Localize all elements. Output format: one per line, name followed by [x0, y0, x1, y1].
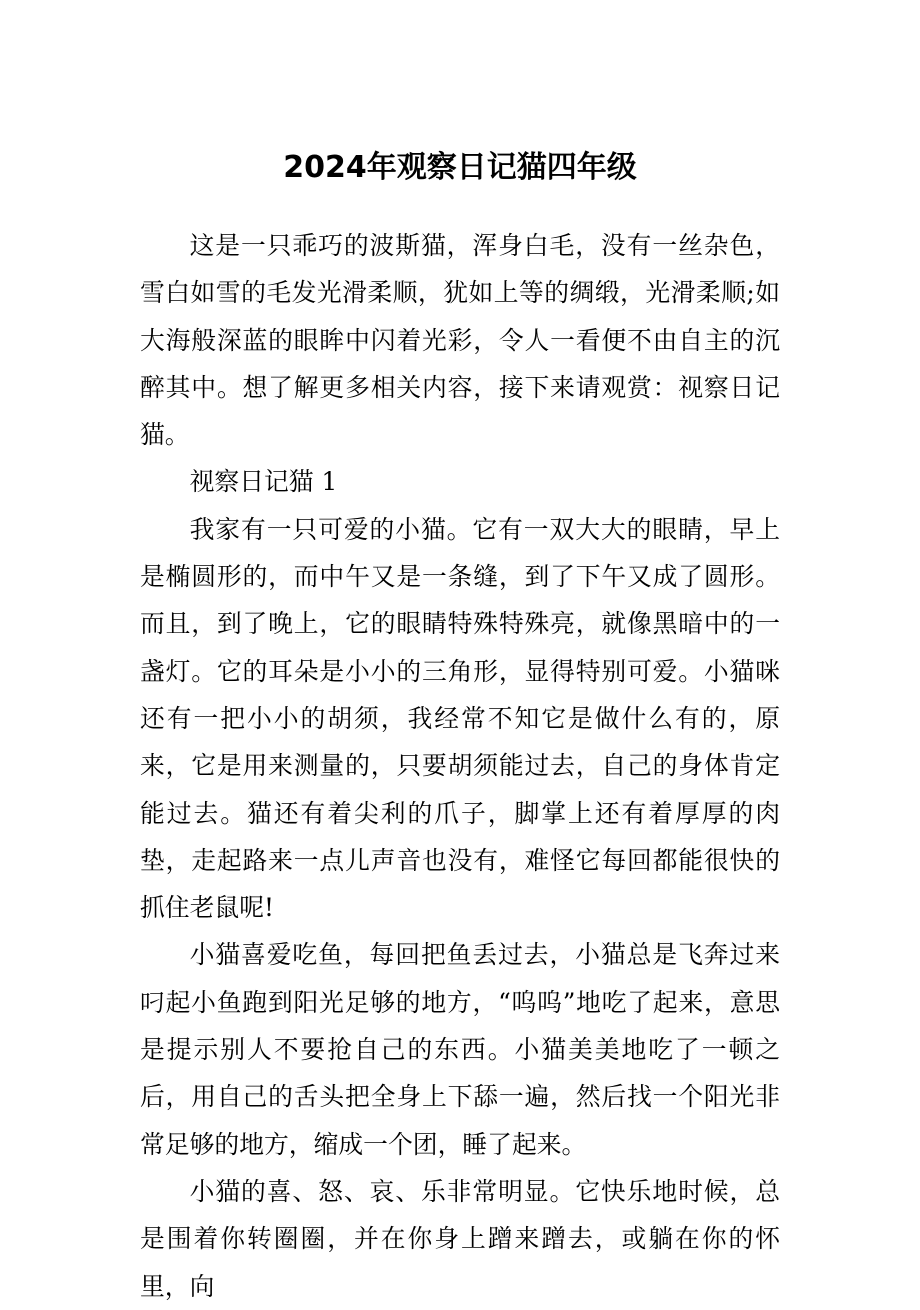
paragraph-cat-appearance: 我家有一只可爱的小猫。它有一双大大的眼睛，早上是椭圆形的，而中午又是一条缝，到了下午又成了圆形。而且，到了晚上，它的眼睛特殊特殊亮，就像黑暗中的一盏灯。它的耳朵是小小的三角形，显得特别可爱。小猫咪还有一把小小的胡须，我经常不知它是做什么有的，原来，它是用来测量的，只要胡须能过去，自己的身体肯定能过去。猫还有着尖利的爪子，脚掌上还有着厚厚的肉垫，走起路来一点儿声音也没有，难怪它每回都能很快的抓住老鼠呢! — [140, 514, 780, 923]
paragraph-cat-emotions: 小猫的喜、怒、哀、乐非常明显。它快乐地时候，总是围着你转圈圈，并在你身上蹭来蹭去，或躺在你的怀里，向 — [140, 1176, 780, 1301]
paragraph-intro: 这是一只乖巧的波斯猫，浑身白毛，没有一丝杂色，雪白如雪的毛发光滑柔顺，犹如上等的绸缎，光滑柔顺;如大海般深蓝的眼眸中闪着光彩，令人一看便不由自主的沉醉其中。想了解更多相关内容，接下来请观赏：视察日记猫。 — [140, 231, 780, 450]
page-title: 2024年观察日记猫四年级 — [283, 150, 637, 185]
paragraph-cat-eating: 小猫喜爱吃鱼，每回把鱼丢过去，小猫总是飞奔过来叼起小鱼跑到阳光足够的地方，“呜呜”地吃了起来，意思是提示别人不要抢自己的东西。小猫美美地吃了一顿之后，用自己的舌头把全身上下舔一遍，然后找一个阳光非常足够的地方，缩成一个团，睡了起来。 — [140, 940, 780, 1159]
section-heading: 视察日记猫 1 — [189, 467, 338, 497]
document-body — [140, 222, 780, 1310]
